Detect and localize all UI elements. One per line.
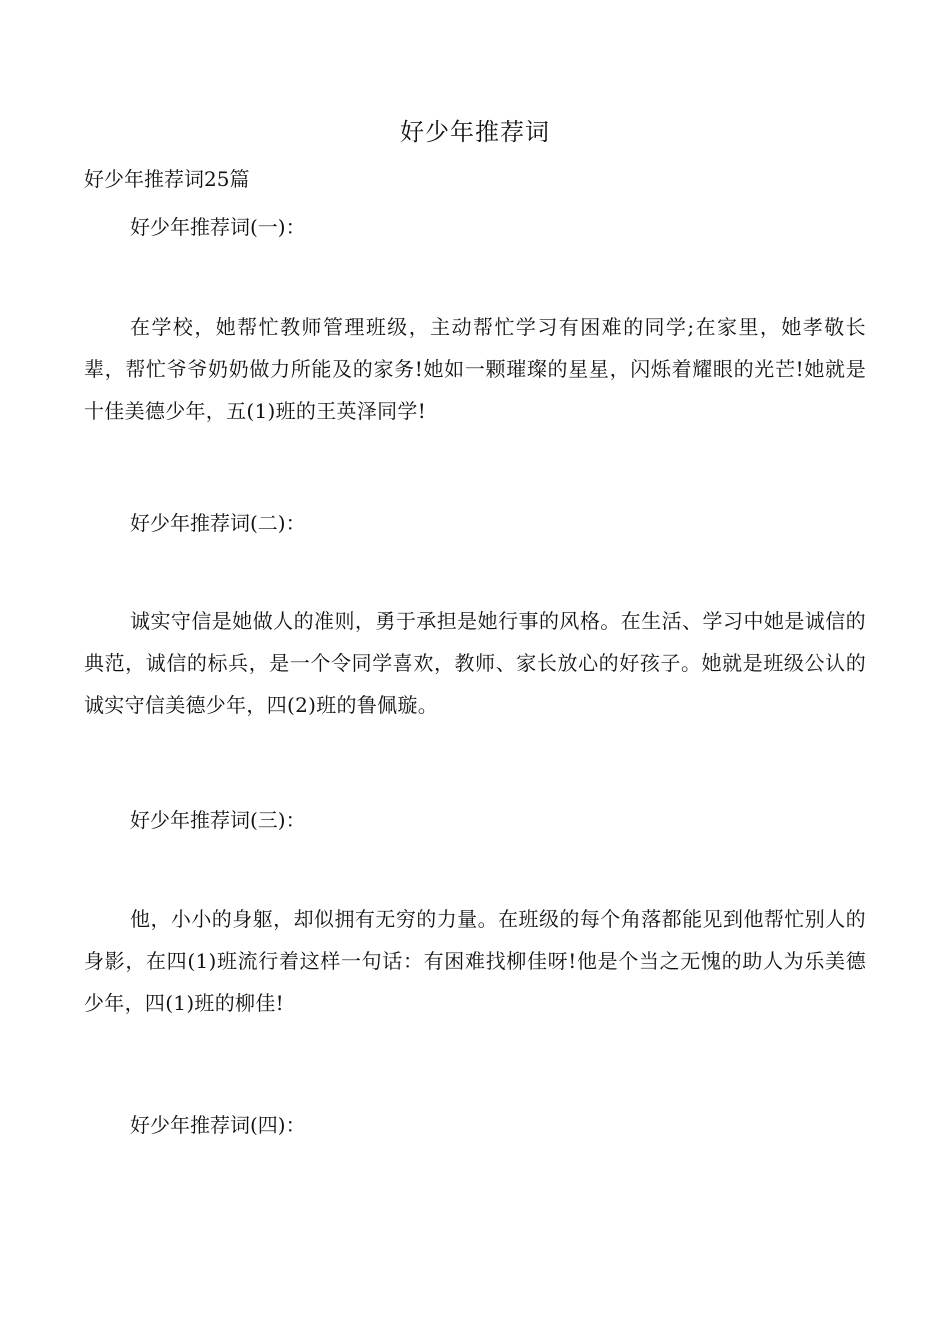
section-body-1: 在学校，她帮忙教师管理班级，主动帮忙学习有困难的同学;在家里，她孝敬长辈，帮忙爷爷奶奶做力所能及的家务!她如一颗璀璨的星星，闪烁着耀眼的光芒!她就是十佳美德少年，五(1)班的王英泽同学! [84,315,866,423]
section-heading-2: 好少年推荐词(二)： [130,511,306,535]
section-heading-4: 好少年推荐词(四)： [130,1113,306,1137]
section-heading-1: 好少年推荐词(一)： [130,215,306,239]
document-title: 好少年推荐词 [400,118,550,146]
document-subtitle: 好少年推荐词25篇 [84,167,250,191]
section-heading-3: 好少年推荐词(三)： [130,808,306,832]
section-body-3: 他，小小的身躯，却似拥有无穷的力量。在班级的每个角落都能见到他帮忙别人的身影，在四(1)班流行着这样一句话：有困难找柳佳呀!他是个当之无愧的助人为乐美德少年，四(1)班的柳佳! [84,907,866,1015]
section-body-2: 诚实守信是她做人的准则，勇于承担是她行事的风格。在生活、学习中她是诚信的典范，诚信的标兵，是一个令同学喜欢，教师、家长放心的好孩子。她就是班级公认的诚实守信美德少年，四(2)班的鲁佩璇。 [84,609,866,717]
